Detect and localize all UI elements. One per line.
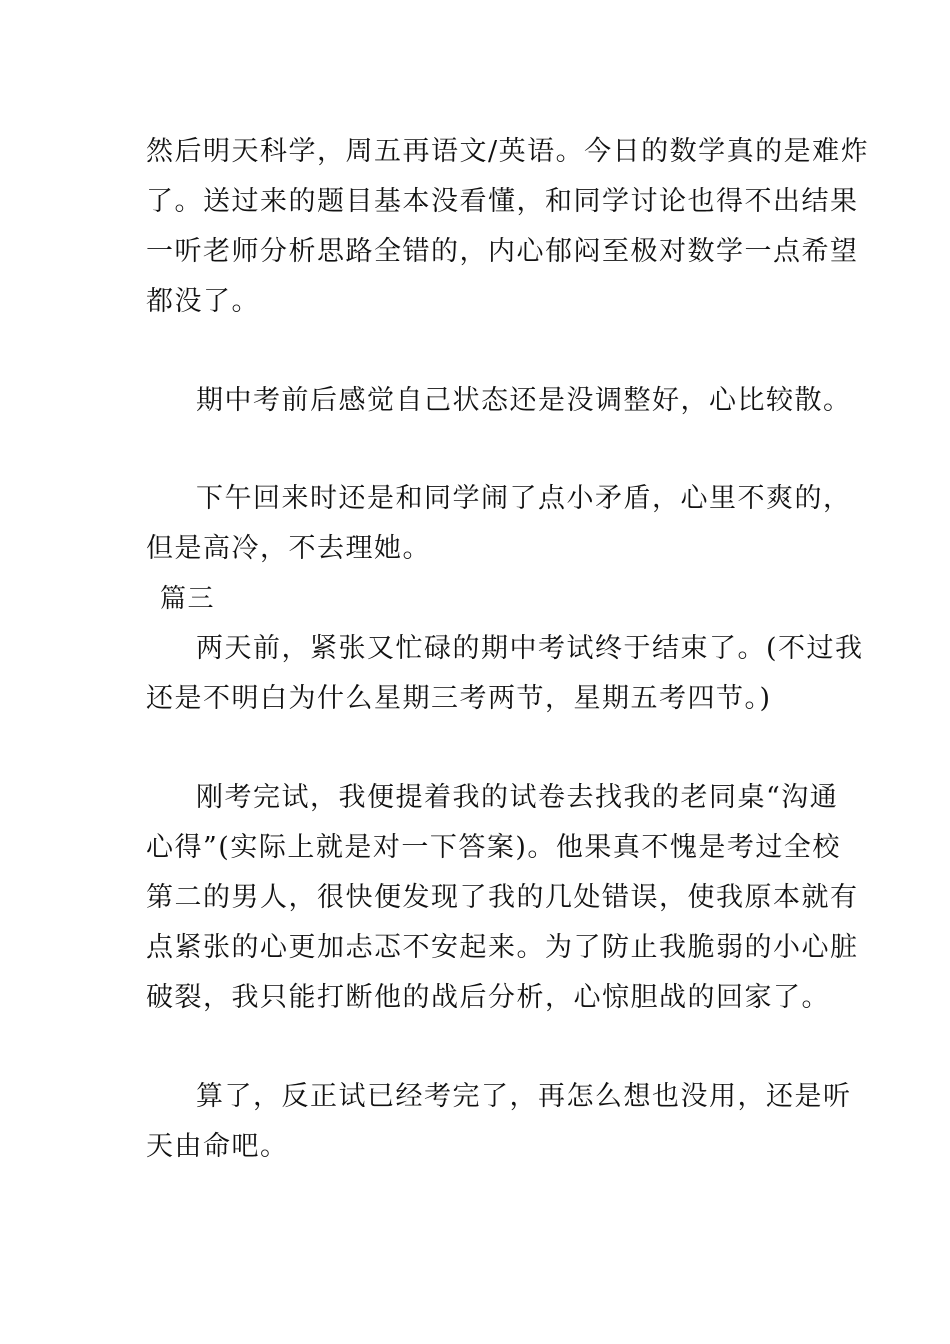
text-line: 下午回来时还是和同学闹了点小矛盾，心里不爽的， <box>196 483 852 514</box>
text-line: 但是高冷，不去理她。 <box>146 533 431 564</box>
text-line: 破裂，我只能打断他的战后分析，心惊胆战的回家了。 <box>146 982 830 1013</box>
text-line: 心得”(实际上就是对一下答案)。他果真不愧是考过全校 <box>146 832 841 863</box>
text-line: 天由命吧。 <box>146 1131 289 1162</box>
text-line: 算了，反正试已经考完了，再怎么想也没用，还是听 <box>196 1081 852 1112</box>
text-line: 还是不明白为什么星期三考两节，星期五考四节。) <box>146 683 772 714</box>
section-heading: 篇三 <box>160 584 216 614</box>
text-line: 期中考前后感觉自己状态还是没调整好，心比较散。 <box>196 385 852 416</box>
text-line: 两天前，紧张又忙碌的期中考试终于结束了。(不过我 <box>196 633 864 664</box>
text-line: 一听老师分析思路全错的，内心郁闷至极对数学一点希望 <box>146 236 859 267</box>
text-line: 了。送过来的题目基本没看懂，和同学讨论也得不出结果 <box>146 186 859 217</box>
text-line: 点紧张的心更加忐忑不安起来。为了防止我脆弱的小心脏 <box>146 932 859 963</box>
text-line: 都没了。 <box>146 286 260 317</box>
text-line: 第二的男人，很快便发现了我的几处错误，使我原本就有 <box>146 882 859 913</box>
text-line: 然后明天科学，周五再语文/英语。今日的数学真的是难炸 <box>146 136 870 167</box>
text-line: 刚考完试，我便提着我的试卷去找我的老同桌“沟通 <box>196 782 839 813</box>
